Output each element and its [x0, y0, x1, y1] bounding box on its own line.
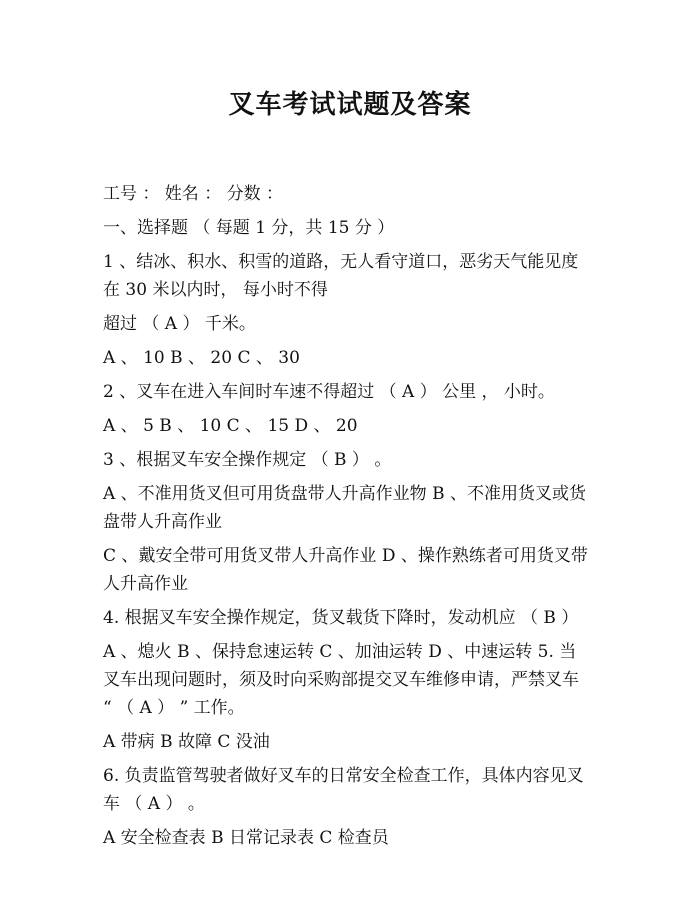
question-6-text: 6. 负责监管驾驶者做好叉车的日常安全检查工作，具体内容见叉车 （ A ） 。	[103, 766, 584, 814]
question-3-options-cd: C 、戴安全带可用货叉带人升高作业 D 、操作熟练者可用货叉带人升高作业	[103, 546, 588, 594]
document-title: 叉车考试试题及答案	[228, 90, 472, 120]
section-heading: 一、选择题 （ 每题 1 分，共 15 分 ）	[103, 218, 395, 238]
question-3-text: 3 、根据叉车安全操作规定 （ B ） 。	[103, 450, 392, 470]
question-4-options-and-question-5: A 、熄火 B 、保持怠速运转 C 、加油运转 D 、中速运转 5. 当叉车出现问题时，须及时向采购部提交叉车维修申请，严禁叉车 “ （ A ） ” 工作。	[103, 642, 579, 718]
question-1-options: A 、 10 B 、 20 C 、 30	[103, 348, 300, 368]
question-6-options: A 安全检查表 B 日常记录表 C 检查员	[103, 828, 389, 848]
question-1-continuation: 超过 （ A ） 千米。	[103, 314, 256, 334]
question-5-options: A 带病 B 故障 C 没油	[103, 732, 270, 752]
question-1-text: 1 、结冰、积水、积雪的道路，无人看守道口，恶劣天气能见度在 30 米以内时， 每小时不得	[103, 252, 579, 300]
question-3-options-ab: A 、不准用货叉但可用货盘带人升高作业物 B 、不准用货叉或货盘带人升高作业	[103, 484, 586, 532]
question-2-text: 2 、叉车在进入车间时车速不得超过 （ A ） 公里 ， 小时。	[103, 382, 555, 402]
question-2-options: A 、 5 B 、 10 C 、 15 D 、 20	[103, 416, 358, 436]
document-body	[103, 180, 588, 852]
question-4-text: 4. 根据叉车安全操作规定，货叉载货下降时，发动机应 （ B ）	[103, 608, 579, 628]
header-line: 工号 ： 姓名 ： 分数 ：	[103, 184, 284, 204]
